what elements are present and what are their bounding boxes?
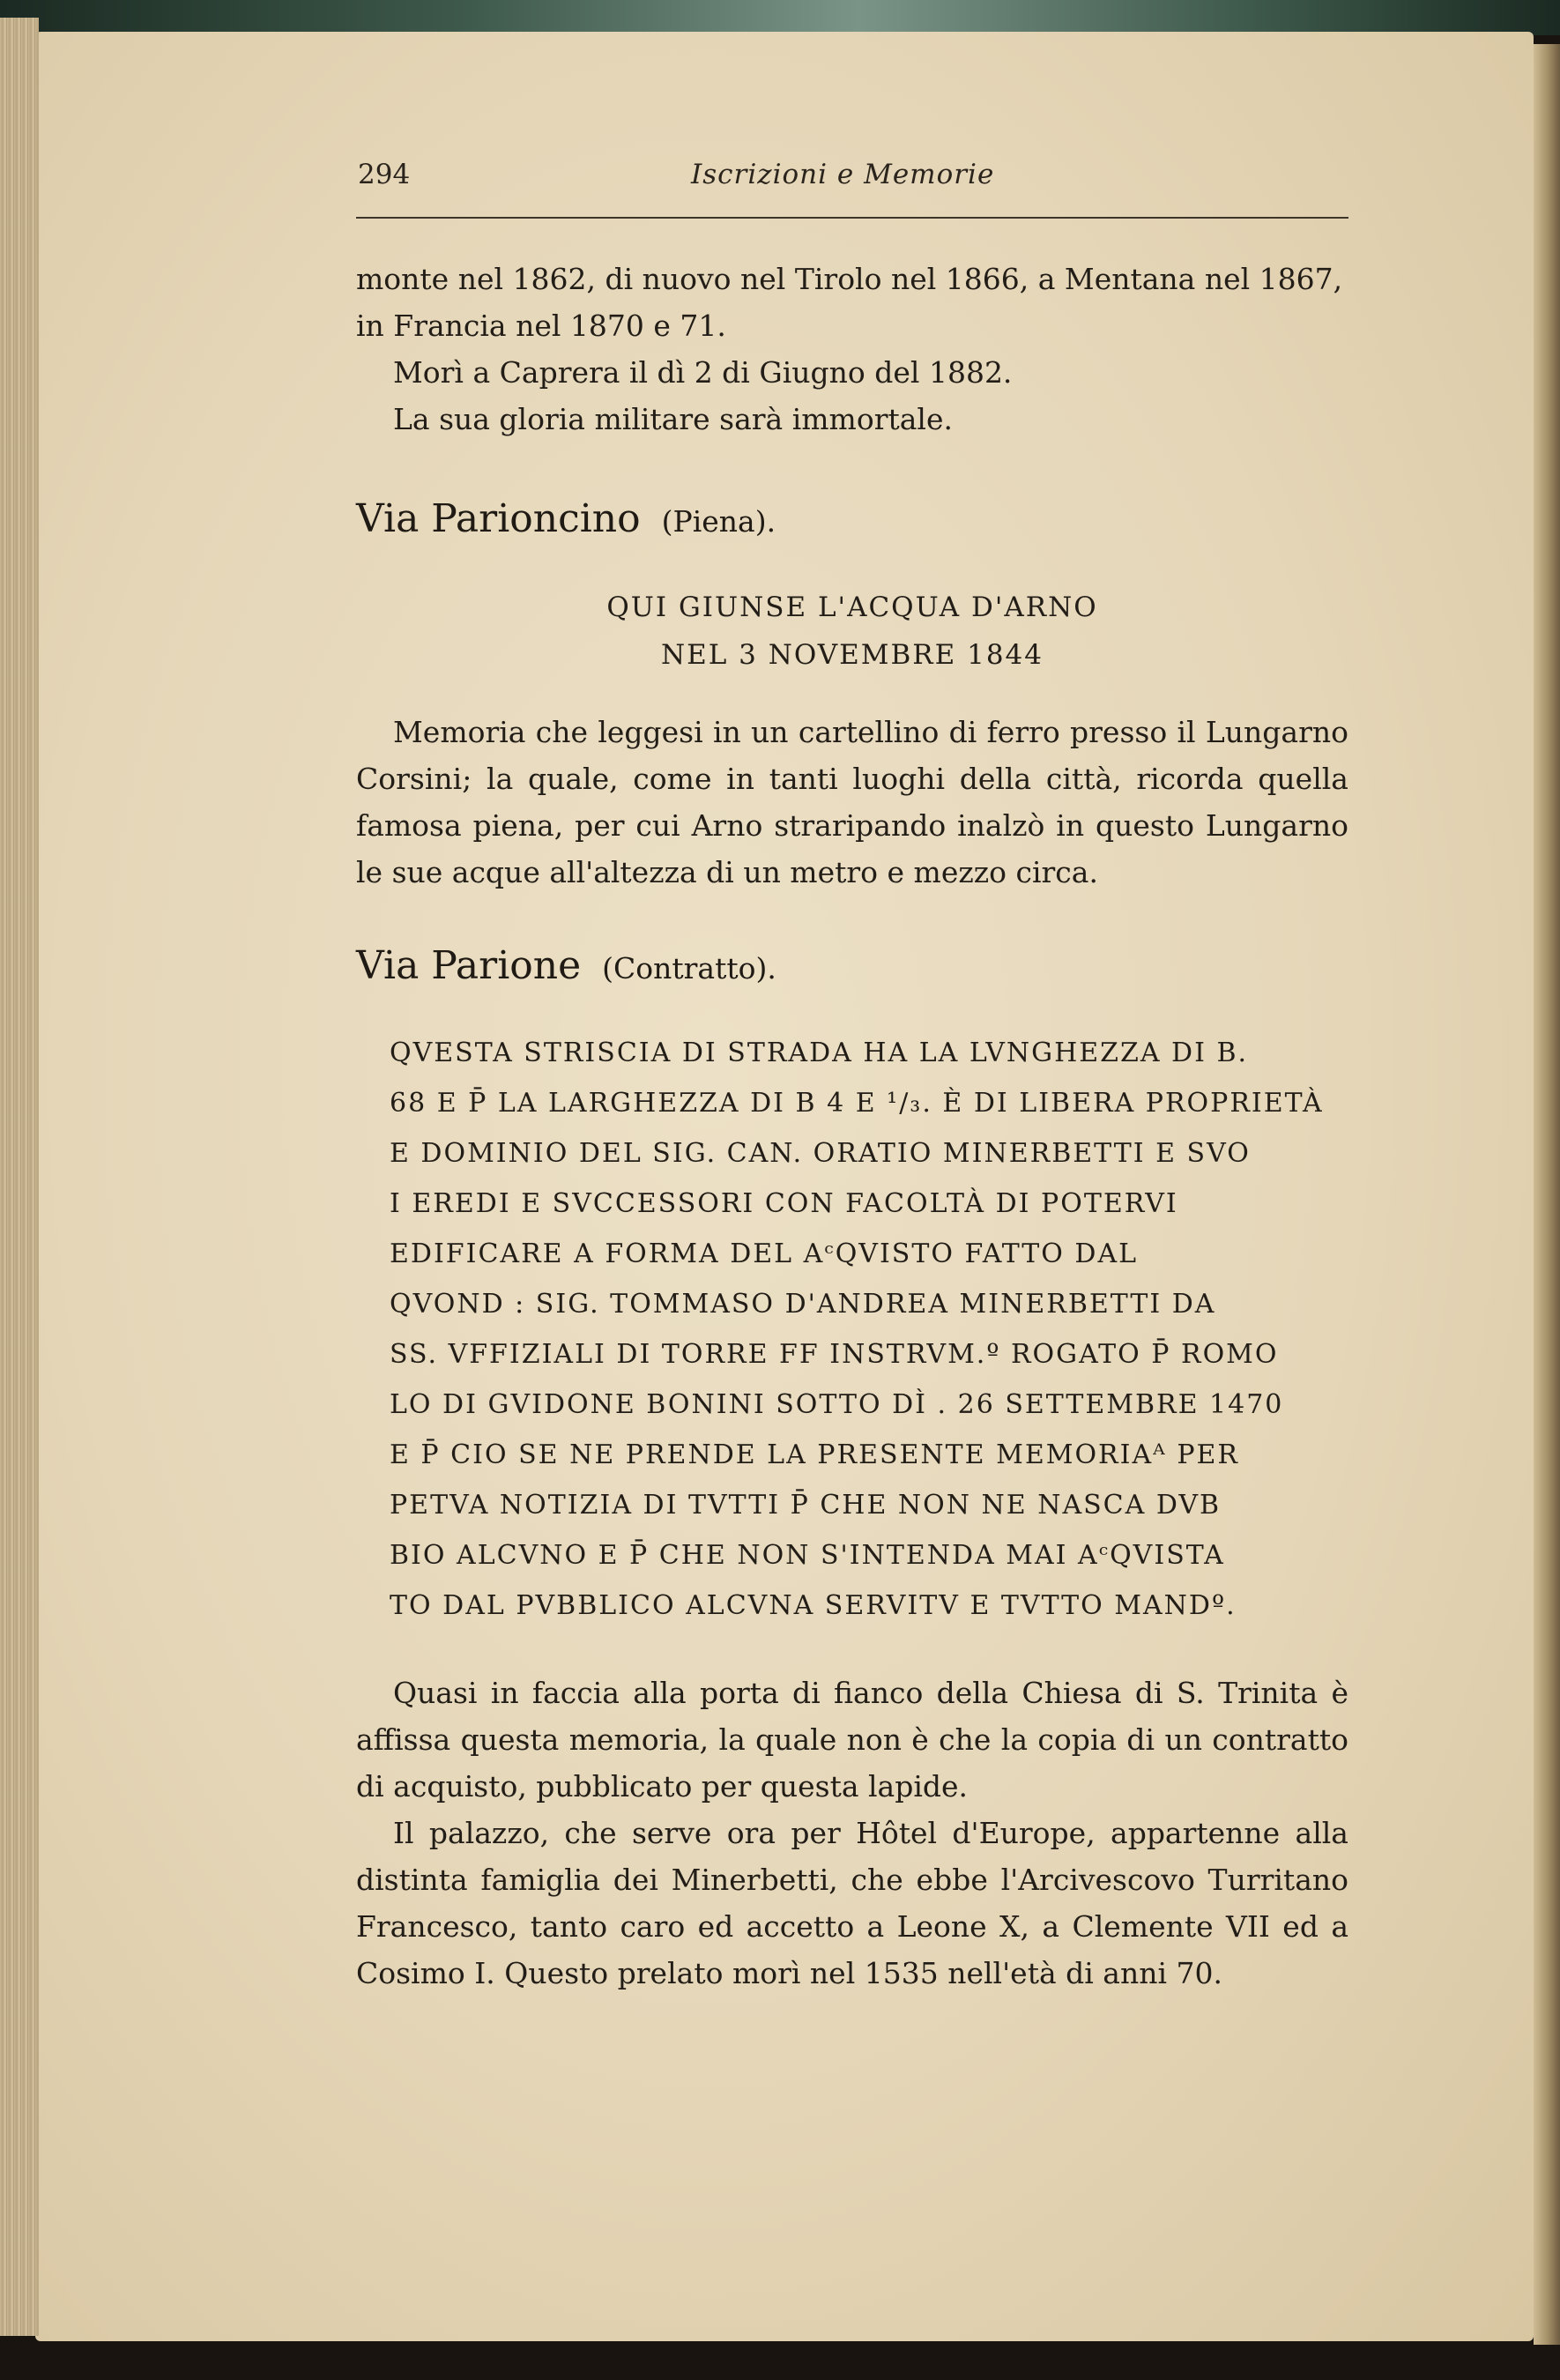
paragraph: Quasi in faccia alla porta di fianco della Chiesa di S. Trinita è affissa questa memoria, la quale non è che la copia di un contratto di acquisto, pubblicato per questa lapide. <box>356 1676 1348 1804</box>
inscription-line: SS. VFFIZIALI DI TORRE FF INSTRVM.º ROGATO P̄ ROMO <box>390 1339 1279 1370</box>
inscription-line: E P̄ CIO SE NE PRENDE LA PRESENTE MEMORIAᴬ PER <box>390 1439 1239 1470</box>
page-number: 294 <box>358 159 411 190</box>
intro-line: in Francia nel 1870 e 71. <box>356 309 726 343</box>
inscription-line: E DOMINIO DEL SIG. CAN. ORATIO MINERBETTI E SVO <box>390 1138 1251 1169</box>
page-edges-left <box>0 18 39 2336</box>
section-title-parioncino <box>356 496 776 541</box>
page-edge-right <box>1534 44 1560 2345</box>
inscription-line: EDIFICARE A FORMA DEL AᶜQVISTO FATTO DAL <box>390 1238 1139 1269</box>
inscription-line: PETVA NOTIZIA DI TVTTI P̄ CHE NON NE NASCA DVB <box>390 1490 1222 1521</box>
section-subtitle: (Piena). <box>661 504 776 539</box>
intro-line: La sua gloria militare sarà immortale. <box>393 402 953 436</box>
section-title-parione <box>356 943 776 988</box>
contract-paragraphs <box>356 1670 1348 1997</box>
inscription-contract <box>390 1028 1350 1631</box>
paragraph: Il palazzo, che serve ora per Hôtel d'Europe, appartenne alla distinta famiglia dei Minerbetti, che ebbe l'Arcivescovo Turritano Francesco, tanto caro ed accetto a Leone X, a Clemente VII ed a Cosimo I. Questo prelato morì nel 1535 nell'età di anni 70. <box>356 1816 1348 1990</box>
section-subtitle: (Contratto). <box>602 951 776 985</box>
inscription-line: QVESTA STRISCIA DI STRADA HA LA LVNGHEZZA DI B. <box>390 1038 1249 1068</box>
inscription-line: NEL 3 NOVEMBRE 1844 <box>660 639 1044 671</box>
intro-line: Morì a Caprera il dì 2 di Giugno del 1882. <box>393 355 1013 390</box>
page-header <box>356 155 1348 208</box>
inscription-line: QUI GIUNSE L'ACQUA D'ARNO <box>606 591 1098 623</box>
inscription-line: QVOND : SIG. TOMMASO D'ANDREA MINERBETTI DA <box>390 1289 1216 1320</box>
inscription-line: BIO ALCVNO E P̄ CHE NON S'INTENDA MAI AᶜQVISTA <box>390 1540 1225 1571</box>
section-title-text: Via Parione <box>356 943 582 988</box>
running-head: Iscrizioni e Memorie <box>691 159 995 190</box>
header-rule <box>356 217 1348 219</box>
inscription-line: LO DI GVIDONE BONINI SOTTO DÌ . 26 SETTEMBRE 1470 <box>390 1389 1284 1420</box>
inscription-line: TO DAL PVBBLICO ALCVNA SERVITV E TVTTO MANDº. <box>390 1590 1237 1621</box>
inscription-line: 68 E P̄ LA LARGHEZZA DI B 4 E ¹/₃. È DI LIBERA PROPRIETÀ <box>390 1088 1324 1119</box>
intro-line: monte nel 1862, di nuovo nel Tirolo nel 1866, a Mentana nel 1867, <box>356 262 1343 296</box>
paragraph: Memoria che leggesi in un cartellino di ferro presso il Lungarno Corsini; la quale, come in tanti luoghi della città, ricorda quella famosa piena, per cui Arno straripando inalzò in questo Lungarno le sue acque all'altezza di un metro e mezzo circa. <box>356 715 1348 889</box>
section-title-text: Via Parioncino <box>356 496 641 541</box>
background-strip <box>0 0 1560 35</box>
flood-paragraph <box>356 709 1348 896</box>
inscription-flood <box>356 584 1348 679</box>
inscription-line: I EREDI E SVCCESSORI CON FACOLTÀ DI POTERVI <box>390 1188 1178 1219</box>
intro-text <box>356 256 1348 443</box>
